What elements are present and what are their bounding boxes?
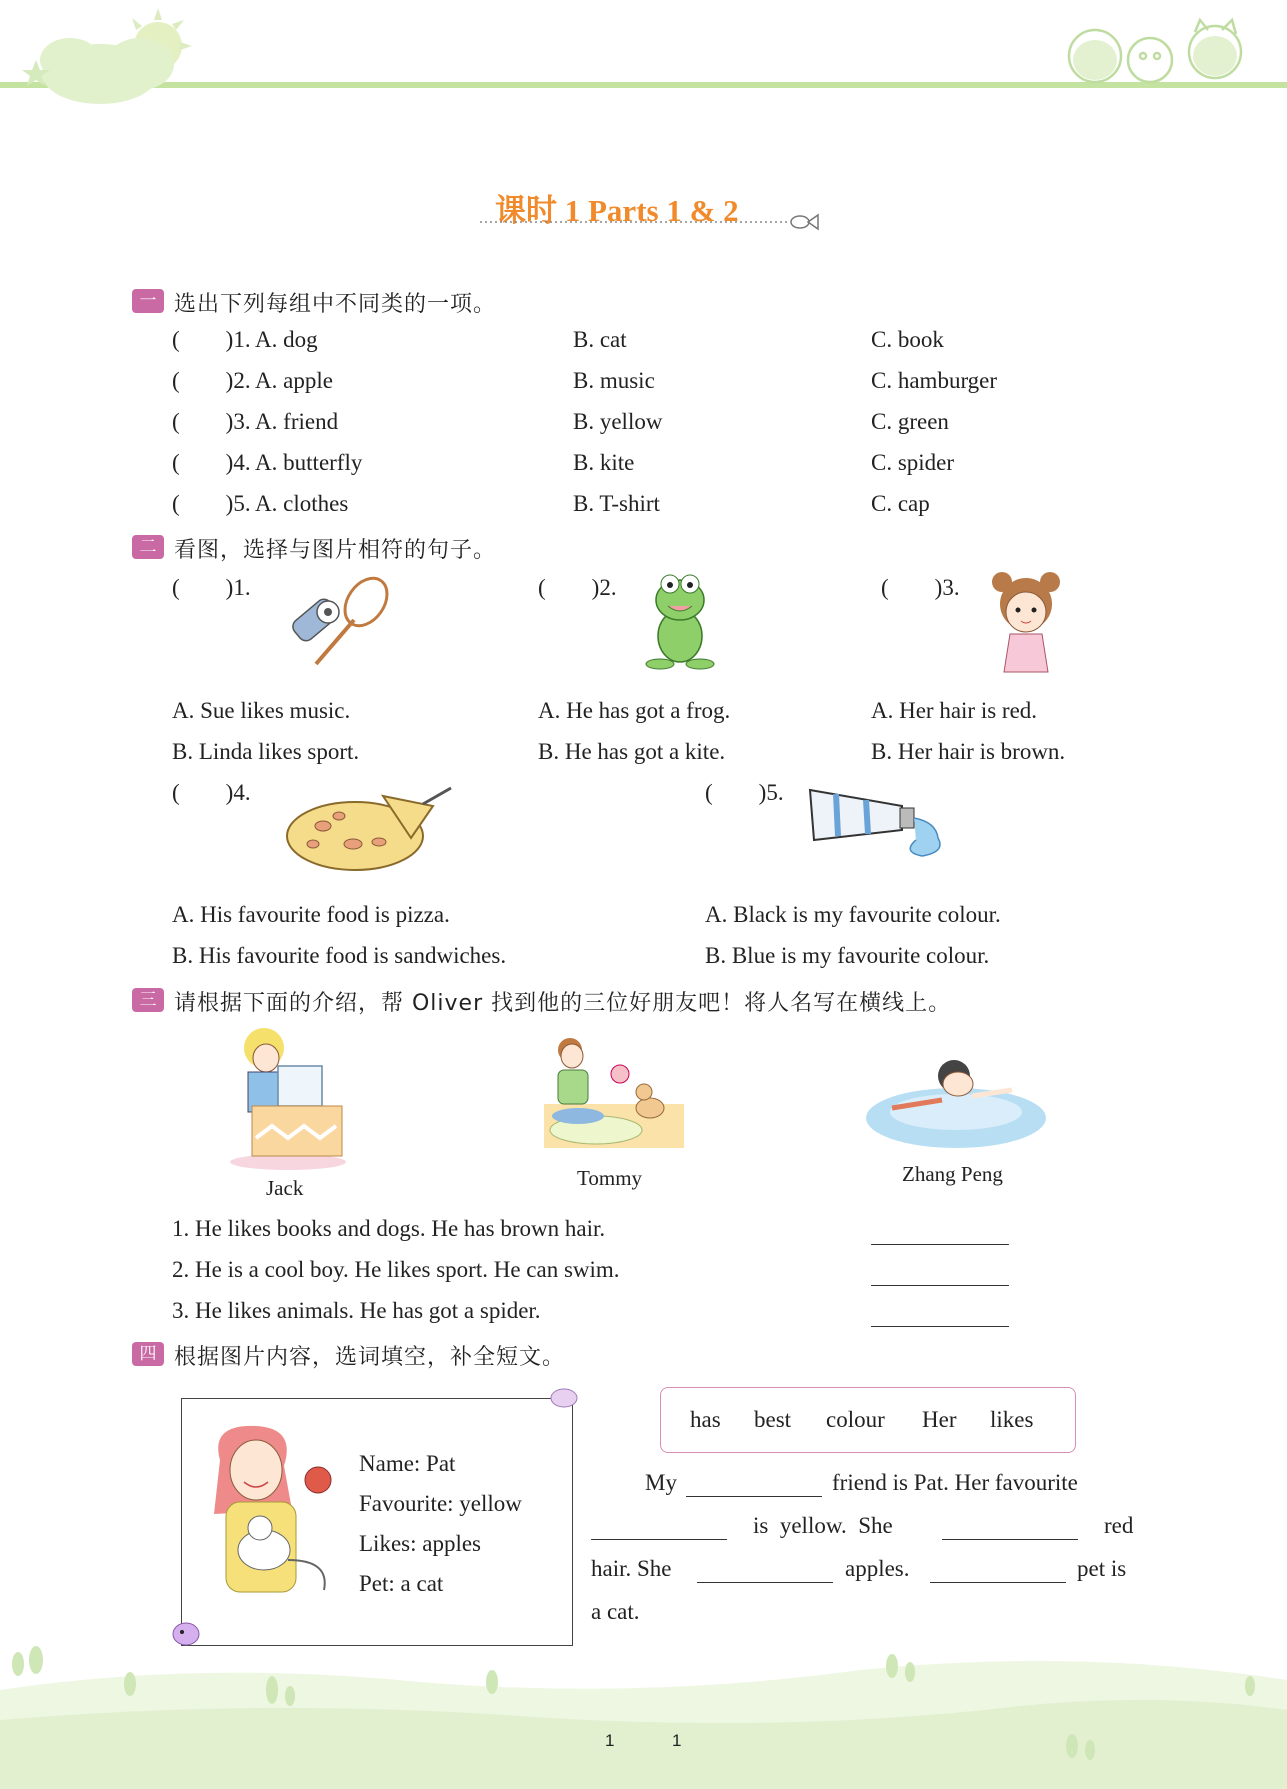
s1-q4-b: B. kite	[573, 450, 635, 475]
s1-q1-c: C. book	[871, 327, 944, 352]
s1-q2-a: ( )2. A. apple	[172, 368, 333, 393]
zhang-peng-picture	[862, 1056, 1048, 1152]
s2-item3-label: ( )3.	[881, 575, 960, 600]
s1-q1-a: ( )1. A. dog	[172, 327, 318, 352]
s2-item1-label: ( )1.	[172, 575, 251, 600]
passage-l3-b: apples.	[845, 1556, 910, 1581]
s2-item5-a: A. Black is my favourite colour.	[705, 902, 1001, 927]
s2-item5-b: B. Blue is my favourite colour.	[705, 943, 990, 968]
page-number-left: 1	[605, 1731, 615, 1750]
s2-item1-b: B. Linda likes sport.	[172, 739, 360, 764]
card-flower-decoration	[548, 1386, 580, 1410]
s1-q2	[172, 368, 333, 394]
s2-item2-b: B. He has got a kite.	[538, 739, 726, 764]
header-decoration	[0, 0, 1287, 110]
s3-answer-line-2[interactable]	[871, 1285, 1009, 1286]
blank-2[interactable]	[591, 1539, 727, 1540]
word-her: Her	[922, 1407, 957, 1432]
word-likes: likes	[990, 1407, 1034, 1432]
s2-item3-a: A. Her hair is red.	[871, 698, 1038, 723]
title-underline-decoration	[478, 210, 828, 232]
pat-favourite: Favourite: yellow	[359, 1491, 522, 1516]
s1-q1-b: B. cat	[573, 327, 627, 352]
section-badge: 一	[132, 289, 164, 313]
blank-5[interactable]	[930, 1582, 1066, 1583]
name-zhang-peng: Zhang Peng	[902, 1162, 1003, 1186]
passage-l2-b: red	[1104, 1513, 1134, 1538]
pat-pet: Pet: a cat	[359, 1571, 444, 1596]
s2-item4-a: A. His favourite food is pizza.	[172, 902, 450, 927]
s1-q4-c: C. spider	[871, 450, 955, 475]
s1-q3-a: ( )3. A. friend	[172, 409, 339, 434]
s1-q5	[172, 491, 348, 517]
passage-l4: a cat.	[591, 1599, 640, 1624]
section2-heading	[139, 533, 497, 564]
section-badge: 二	[132, 535, 164, 559]
pat-likes: Likes: apples	[359, 1531, 481, 1556]
girl-picture	[986, 568, 1066, 674]
word-has: has	[690, 1407, 721, 1432]
s1-q1	[172, 327, 318, 353]
section4-heading-text: 根据图片内容，选词填空，补全短文。	[174, 1345, 566, 1370]
s2-item3-b: B. Her hair is brown.	[871, 739, 1066, 764]
passage-l1-b: friend is Pat. Her favourite	[832, 1470, 1078, 1495]
s1-q3-b: B. yellow	[573, 409, 663, 434]
s1-q3-c: C. green	[871, 409, 949, 434]
blank-1[interactable]	[686, 1496, 822, 1497]
s3-sentence3: 3. He likes animals. He has got a spider.	[172, 1298, 541, 1323]
passage-l1-a: My	[645, 1470, 677, 1495]
page-number-right: 1	[672, 1731, 682, 1750]
s2-item2-label: ( )2.	[538, 575, 617, 600]
word-best: best	[754, 1407, 792, 1432]
section2-heading-text: 看图，选择与图片相符的句子。	[174, 538, 497, 563]
jack-picture	[222, 1026, 354, 1172]
section3-heading-text: 请根据下面的介绍，帮 Oliver 找到他的三位好朋友吧！将人名写在横线上。	[174, 991, 952, 1016]
s3-answer-line-1[interactable]	[871, 1244, 1009, 1245]
pizza-picture	[283, 782, 453, 874]
s3-sentence2: 2. He is a cool boy. He likes sport. He can swim.	[172, 1257, 620, 1282]
s1-q5-b: B. T-shirt	[573, 491, 660, 516]
s1-q2-c: C. hamburger	[871, 368, 998, 393]
fish-icon	[791, 215, 818, 229]
s1-q4-a: ( )4. A. butterfly	[172, 450, 363, 475]
s3-answer-line-3[interactable]	[871, 1326, 1009, 1327]
s3-sentence1: 1. He likes books and dogs. He has brown hair.	[172, 1216, 606, 1241]
paint-tube-picture	[806, 782, 952, 862]
name-tommy: Tommy	[577, 1166, 643, 1190]
section1-heading-text: 选出下列每组中不同类的一项。	[174, 292, 497, 317]
word-colour: colour	[826, 1407, 885, 1432]
s2-item4-b: B. His favourite food is sandwiches.	[172, 943, 507, 968]
section4-heading	[139, 1340, 566, 1371]
pat-name: Name: Pat	[359, 1451, 456, 1476]
phone-racket-picture	[288, 572, 398, 672]
footer-hills-decoration	[0, 1640, 1287, 1789]
blank-3[interactable]	[942, 1539, 1078, 1540]
page-title: 课时 1 Parts 1 & 2	[495, 193, 739, 228]
section-badge: 三	[132, 988, 164, 1012]
blank-4[interactable]	[697, 1582, 833, 1583]
s2-item4-label: ( )4.	[172, 780, 251, 805]
section3-heading	[139, 986, 952, 1017]
frog-picture	[640, 566, 720, 674]
pat-picture	[200, 1420, 350, 1610]
s1-q5-c: C. cap	[871, 491, 930, 516]
passage-l2-a: is yellow. She	[753, 1513, 893, 1538]
name-jack: Jack	[266, 1176, 304, 1200]
passage-l3-a: hair. She	[591, 1556, 672, 1581]
passage-l3-c: pet is	[1077, 1556, 1127, 1581]
s2-item5-label: ( )5.	[705, 780, 784, 805]
s1-q5-a: ( )5. A. clothes	[172, 491, 349, 516]
s1-q2-b: B. music	[573, 368, 655, 393]
section-badge: 四	[132, 1342, 164, 1366]
section1-heading	[139, 287, 497, 318]
tommy-picture	[544, 1034, 686, 1150]
s2-item1-a: A. Sue likes music.	[172, 698, 351, 723]
s2-item2-a: A. He has got a frog.	[538, 698, 731, 723]
s1-q3	[172, 409, 338, 435]
s1-q4	[172, 450, 362, 476]
